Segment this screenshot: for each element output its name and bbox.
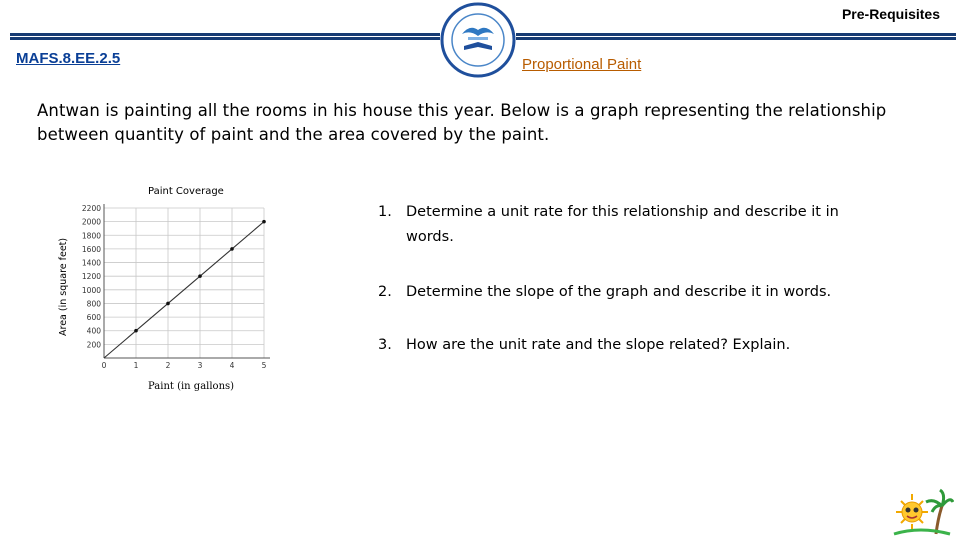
question-item	[378, 200, 858, 250]
y-tick-label: 2200	[81, 204, 101, 213]
y-tick-label: 1400	[81, 258, 101, 268]
question-item	[378, 333, 858, 358]
question-text: How are the unit rate and the slope related? Explain.	[406, 337, 791, 353]
y-tick-label: 2000	[81, 217, 101, 227]
question-item	[378, 280, 858, 305]
y-tick-label: 600	[86, 313, 101, 323]
x-tick-label: 2	[165, 361, 171, 370]
sun-palm-mascot-icon	[890, 488, 954, 536]
data-point	[230, 247, 234, 251]
chart-y-axis-label: Area (in square feet)	[58, 237, 69, 336]
y-tick-label: 200	[86, 340, 101, 350]
header-rule-right	[516, 33, 956, 40]
question-list	[378, 200, 858, 358]
question-text: Determine a unit rate for this relationship and describe it in words.	[406, 204, 839, 245]
x-tick-label: 5	[261, 361, 267, 370]
header-rule-left	[10, 33, 440, 40]
chart-title: Paint Coverage	[148, 186, 224, 197]
standard-link[interactable]: MAFS.8.EE.2.5	[16, 50, 121, 67]
y-tick-label: 1200	[81, 272, 101, 282]
lesson-title-link[interactable]: Proportional Paint	[522, 56, 642, 73]
data-point	[166, 302, 170, 306]
data-point	[134, 329, 138, 333]
paint-coverage-chart	[50, 180, 290, 395]
chart-x-axis-label: Paint (in gallons)	[148, 381, 235, 392]
section-label: Pre-Requisites	[841, 6, 940, 22]
x-tick-label: 4	[229, 361, 235, 370]
y-tick-label: 1600	[81, 244, 101, 254]
y-tick-label: 800	[86, 299, 101, 309]
x-tick-label: 3	[197, 361, 203, 370]
question-number: 1.	[378, 204, 392, 220]
x-tick-label: 0	[101, 361, 107, 370]
question-text: Determine the slope of the graph and describe it in words.	[406, 284, 832, 300]
y-tick-label: 1000	[81, 285, 101, 295]
y-tick-label: 400	[86, 326, 101, 336]
question-number: 3.	[378, 337, 392, 353]
question-number: 2.	[378, 284, 392, 300]
data-point	[262, 220, 266, 224]
intro-paragraph: Antwan is painting all the rooms in his house this year. Below is a graph representing the relationship between quantity of paint and the area covered by the paint.	[37, 101, 887, 144]
data-point	[198, 274, 202, 278]
y-tick-label: 1800	[81, 231, 101, 241]
school-seal-logo-icon	[440, 2, 516, 78]
x-tick-label: 1	[133, 361, 139, 370]
